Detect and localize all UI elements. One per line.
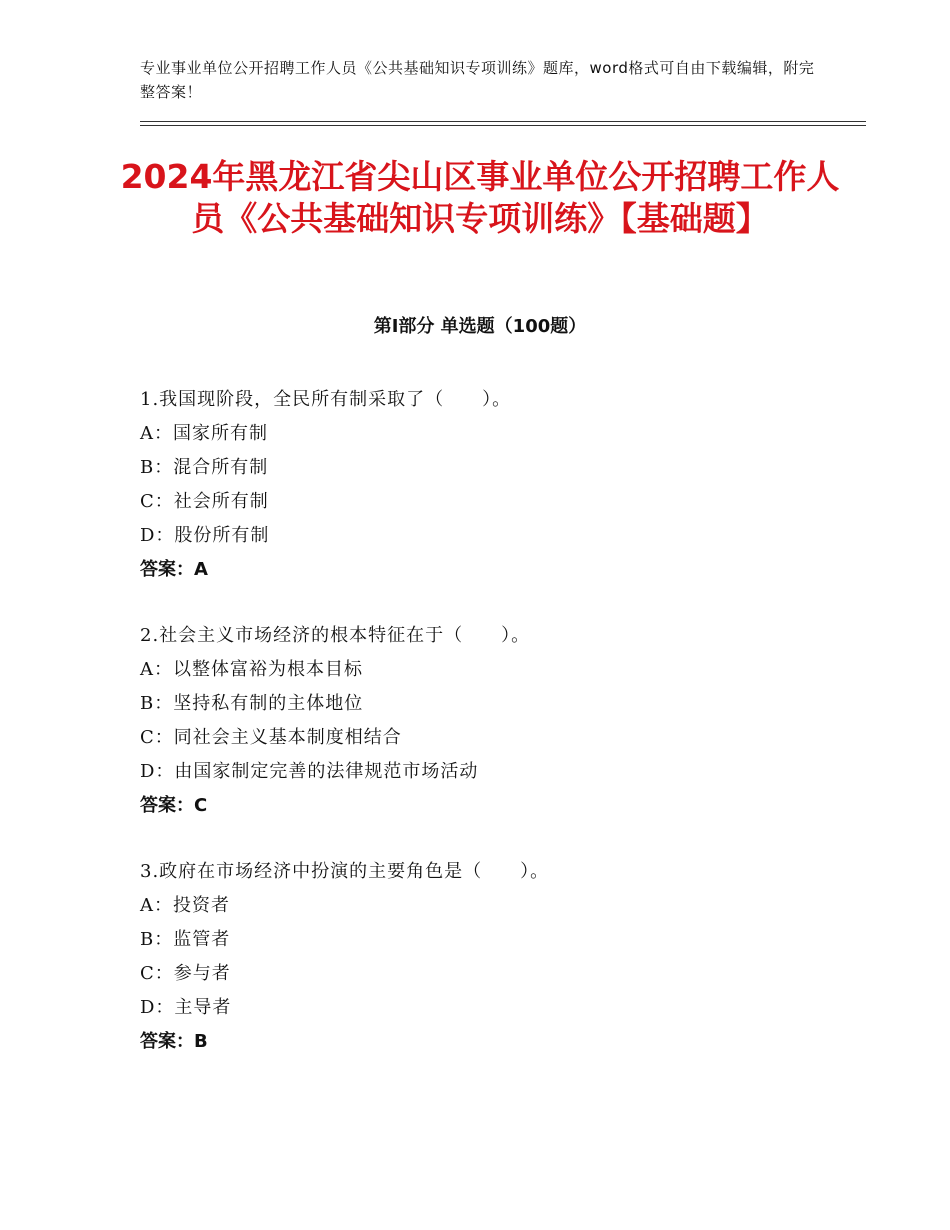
question-item bbox=[140, 855, 840, 1059]
question-stem: 3.政府在市场经济中扮演的主要角色是（ ）。 bbox=[140, 861, 550, 882]
document-title: 2024年黑龙江省尖山区事业单位公开招聘工作人员《公共基础知识专项训练》【基础题】 bbox=[120, 157, 840, 238]
option-b: B：监管者 bbox=[140, 929, 231, 950]
option-c: C：社会所有制 bbox=[140, 491, 269, 512]
option-a: A：国家所有制 bbox=[140, 423, 268, 444]
section-heading: 第Ⅰ部分 单选题（100题） bbox=[373, 316, 587, 337]
answer-label: 答案：C bbox=[140, 795, 208, 816]
option-b: B：混合所有制 bbox=[140, 457, 269, 478]
option-d: D：由国家制定完善的法律规范市场活动 bbox=[140, 761, 479, 782]
option-a: A：以整体富裕为根本目标 bbox=[140, 659, 363, 680]
option-a: A：投资者 bbox=[140, 895, 230, 916]
option-c: C：同社会主义基本制度相结合 bbox=[140, 727, 402, 748]
question-stem: 2.社会主义市场经济的根本特征在于（ ）。 bbox=[140, 625, 531, 646]
option-b: B：坚持私有制的主体地位 bbox=[140, 693, 364, 714]
option-c: C：参与者 bbox=[140, 963, 231, 984]
question-stem: 1.我国现阶段，全民所有制采取了（ ）。 bbox=[140, 389, 512, 410]
answer-label: 答案：B bbox=[140, 1031, 208, 1052]
answer-label: 答案：A bbox=[140, 559, 208, 580]
question-list bbox=[140, 383, 840, 1091]
option-d: D：主导者 bbox=[140, 997, 232, 1018]
option-d: D：股份所有制 bbox=[140, 525, 270, 546]
header-note: 专业事业单位公开招聘工作人员《公共基础知识专项训练》题库，word格式可自由下载编辑，附完整答案！ bbox=[140, 59, 815, 101]
question-item bbox=[140, 619, 840, 823]
question-item bbox=[140, 383, 840, 587]
header-divider bbox=[140, 121, 866, 126]
